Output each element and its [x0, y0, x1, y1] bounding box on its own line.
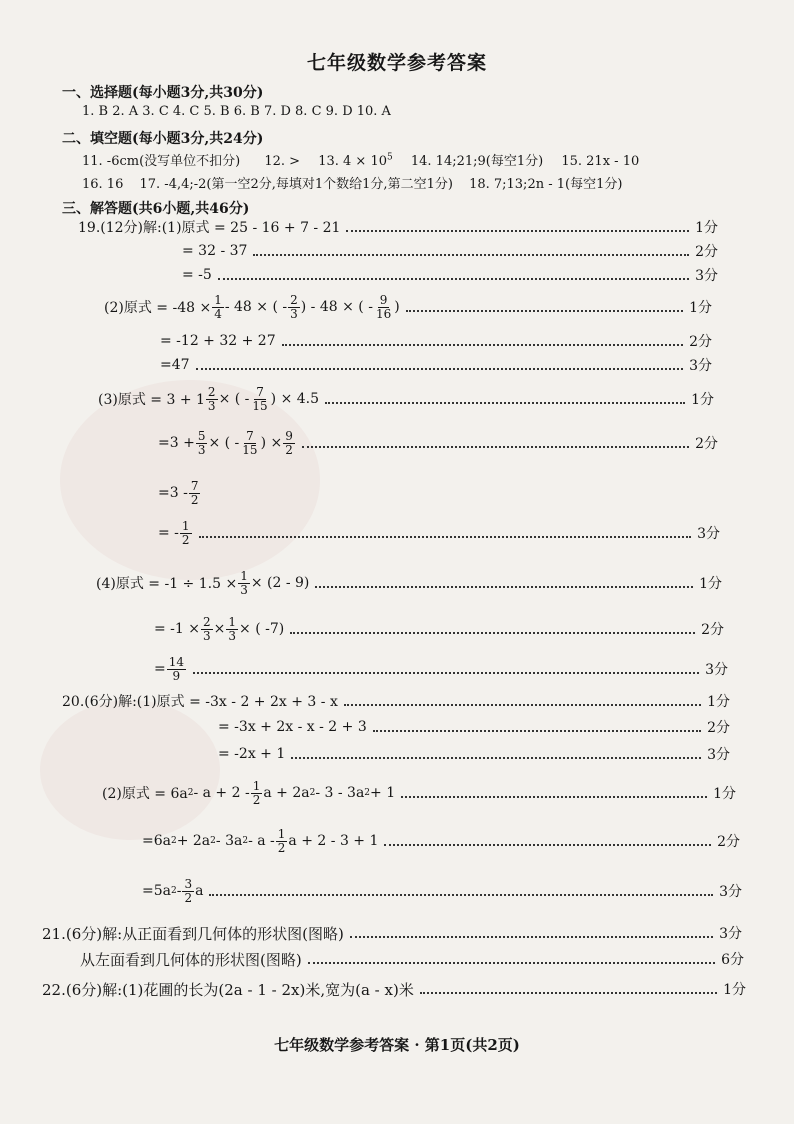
q20-part2-step2: =6a 2 + 2a 2 - 3a 2 - a - $\frac{1}{2}$ a + 2 - 3 + 1 2分 — [142, 826, 740, 855]
q19-part1-step1: 19.(12分)解:(1)原式 = 25 - 16 + 7 - 21 1分 — [78, 220, 718, 236]
q20-part1-step2: = -3x + 2x - x - 2 + 3 2分 — [218, 719, 730, 736]
answer-13: 13. $4 \times 10^5$ — [318, 152, 393, 169]
q19-part4-step1: (4)原式 = -1 ÷ 1.5 × $\frac{1}{3}$ × (2 - 9) 1分 — [96, 568, 722, 597]
section-solve-heading: 三、解答题(共6小题,共46分) — [62, 201, 250, 217]
page-title: 七年级数学参考答案 — [306, 52, 487, 74]
section-choice-heading: 一、选择题(每小题3分,共30分) — [62, 85, 264, 101]
answer-14: 14. 14;21;9(每空1分) — [410, 154, 544, 169]
q20-part2-step3: =5a 2 - $\frac{3}{2}$ a 3分 — [142, 876, 742, 905]
q19-part2-step1: (2)原式 = -48 × $\frac{1}{4}$ - 48 × ( - $\frac{2}{3}$ ) - 48 × ( - $\frac{9}{16}$ ) 1分 — [104, 292, 712, 321]
page-footer: 七年级数学参考答案 · 第1页(共2页) — [274, 1036, 520, 1054]
q19-part2-step2: = -12 + 32 + 27 2分 — [160, 333, 712, 350]
q21-step1: 21.(6分)解:从正面看到几何体的形状图(图略) 3分 — [42, 924, 742, 943]
q20-part1-step1: 20.(6分)解:(1)原式 = -3x - 2 + 2x + 3 - x 1分 — [62, 694, 730, 710]
q19-part3-step3: =3 - $\frac{7}{2}$ — [158, 478, 199, 507]
q19-part3-step2: =3 + $\frac{5}{3}$ × ( - $\frac{7}{15}$ ) × $\frac{9}{2}$ 2分 — [158, 428, 718, 457]
q19-part4-step2: = -1 × $\frac{2}{3}$ × $\frac{1}{3}$ × ( -7) 2分 — [154, 614, 724, 643]
q19-part1-step2: = 32 - 37 2分 — [182, 243, 718, 260]
fill-answers-row-2 — [82, 173, 622, 192]
q22-step1: 22.(6分)解:(1)花圃的长为(2a - 1 - 2x)米,宽为(a - x)米 1分 — [42, 980, 746, 999]
answer-18: 18. 7;13;2n - 1(每空1分) — [469, 177, 623, 192]
q19-part1-step3: = -5 3分 — [182, 267, 718, 284]
answer-17: 17. -4,4;-2(第一空2分,每填对1个数给1分,第二空1分) — [139, 177, 453, 192]
choice-answers: 1. B 2. A 3. C 4. C 5. B 6. B 7. D 8. C 9. D 10. A — [82, 104, 391, 119]
q19-part4-step3: = $\frac{14}{9}$ 3分 — [154, 654, 728, 683]
faint-stamp-mark — [40, 700, 220, 840]
answer-12: 12. > — [264, 154, 301, 169]
fill-answers-row-1 — [82, 150, 639, 169]
q21-step2: 从左面看到几何体的形状图(图略) 6分 — [80, 950, 744, 969]
section-fill-heading: 二、填空题(每小题3分,共24分) — [62, 131, 264, 147]
answer-15: 15. 21x - 10 — [561, 154, 640, 169]
q19-part3-step4: = - $\frac{1}{2}$ 3分 — [158, 518, 720, 547]
answer-16: 16. 16 — [82, 177, 124, 192]
q19-part3-step1: (3)原式 = 3 + 1 $\frac{2}{3}$ × ( - $\frac{7}{15}$ ) × 4.5 1分 — [98, 384, 714, 413]
q20-part2-step1: (2)原式 = 6a 2 - a + 2 - $\frac{1}{2}$ a + 2a 2 - 3 - 3a 2 + 1 1分 — [102, 778, 736, 807]
q20-part1-step3: = -2x + 1 3分 — [218, 746, 730, 763]
answer-11: 11. -6cm(没写单位不扣分) — [82, 154, 241, 169]
q19-part2-step3: =47 3分 — [160, 357, 712, 374]
